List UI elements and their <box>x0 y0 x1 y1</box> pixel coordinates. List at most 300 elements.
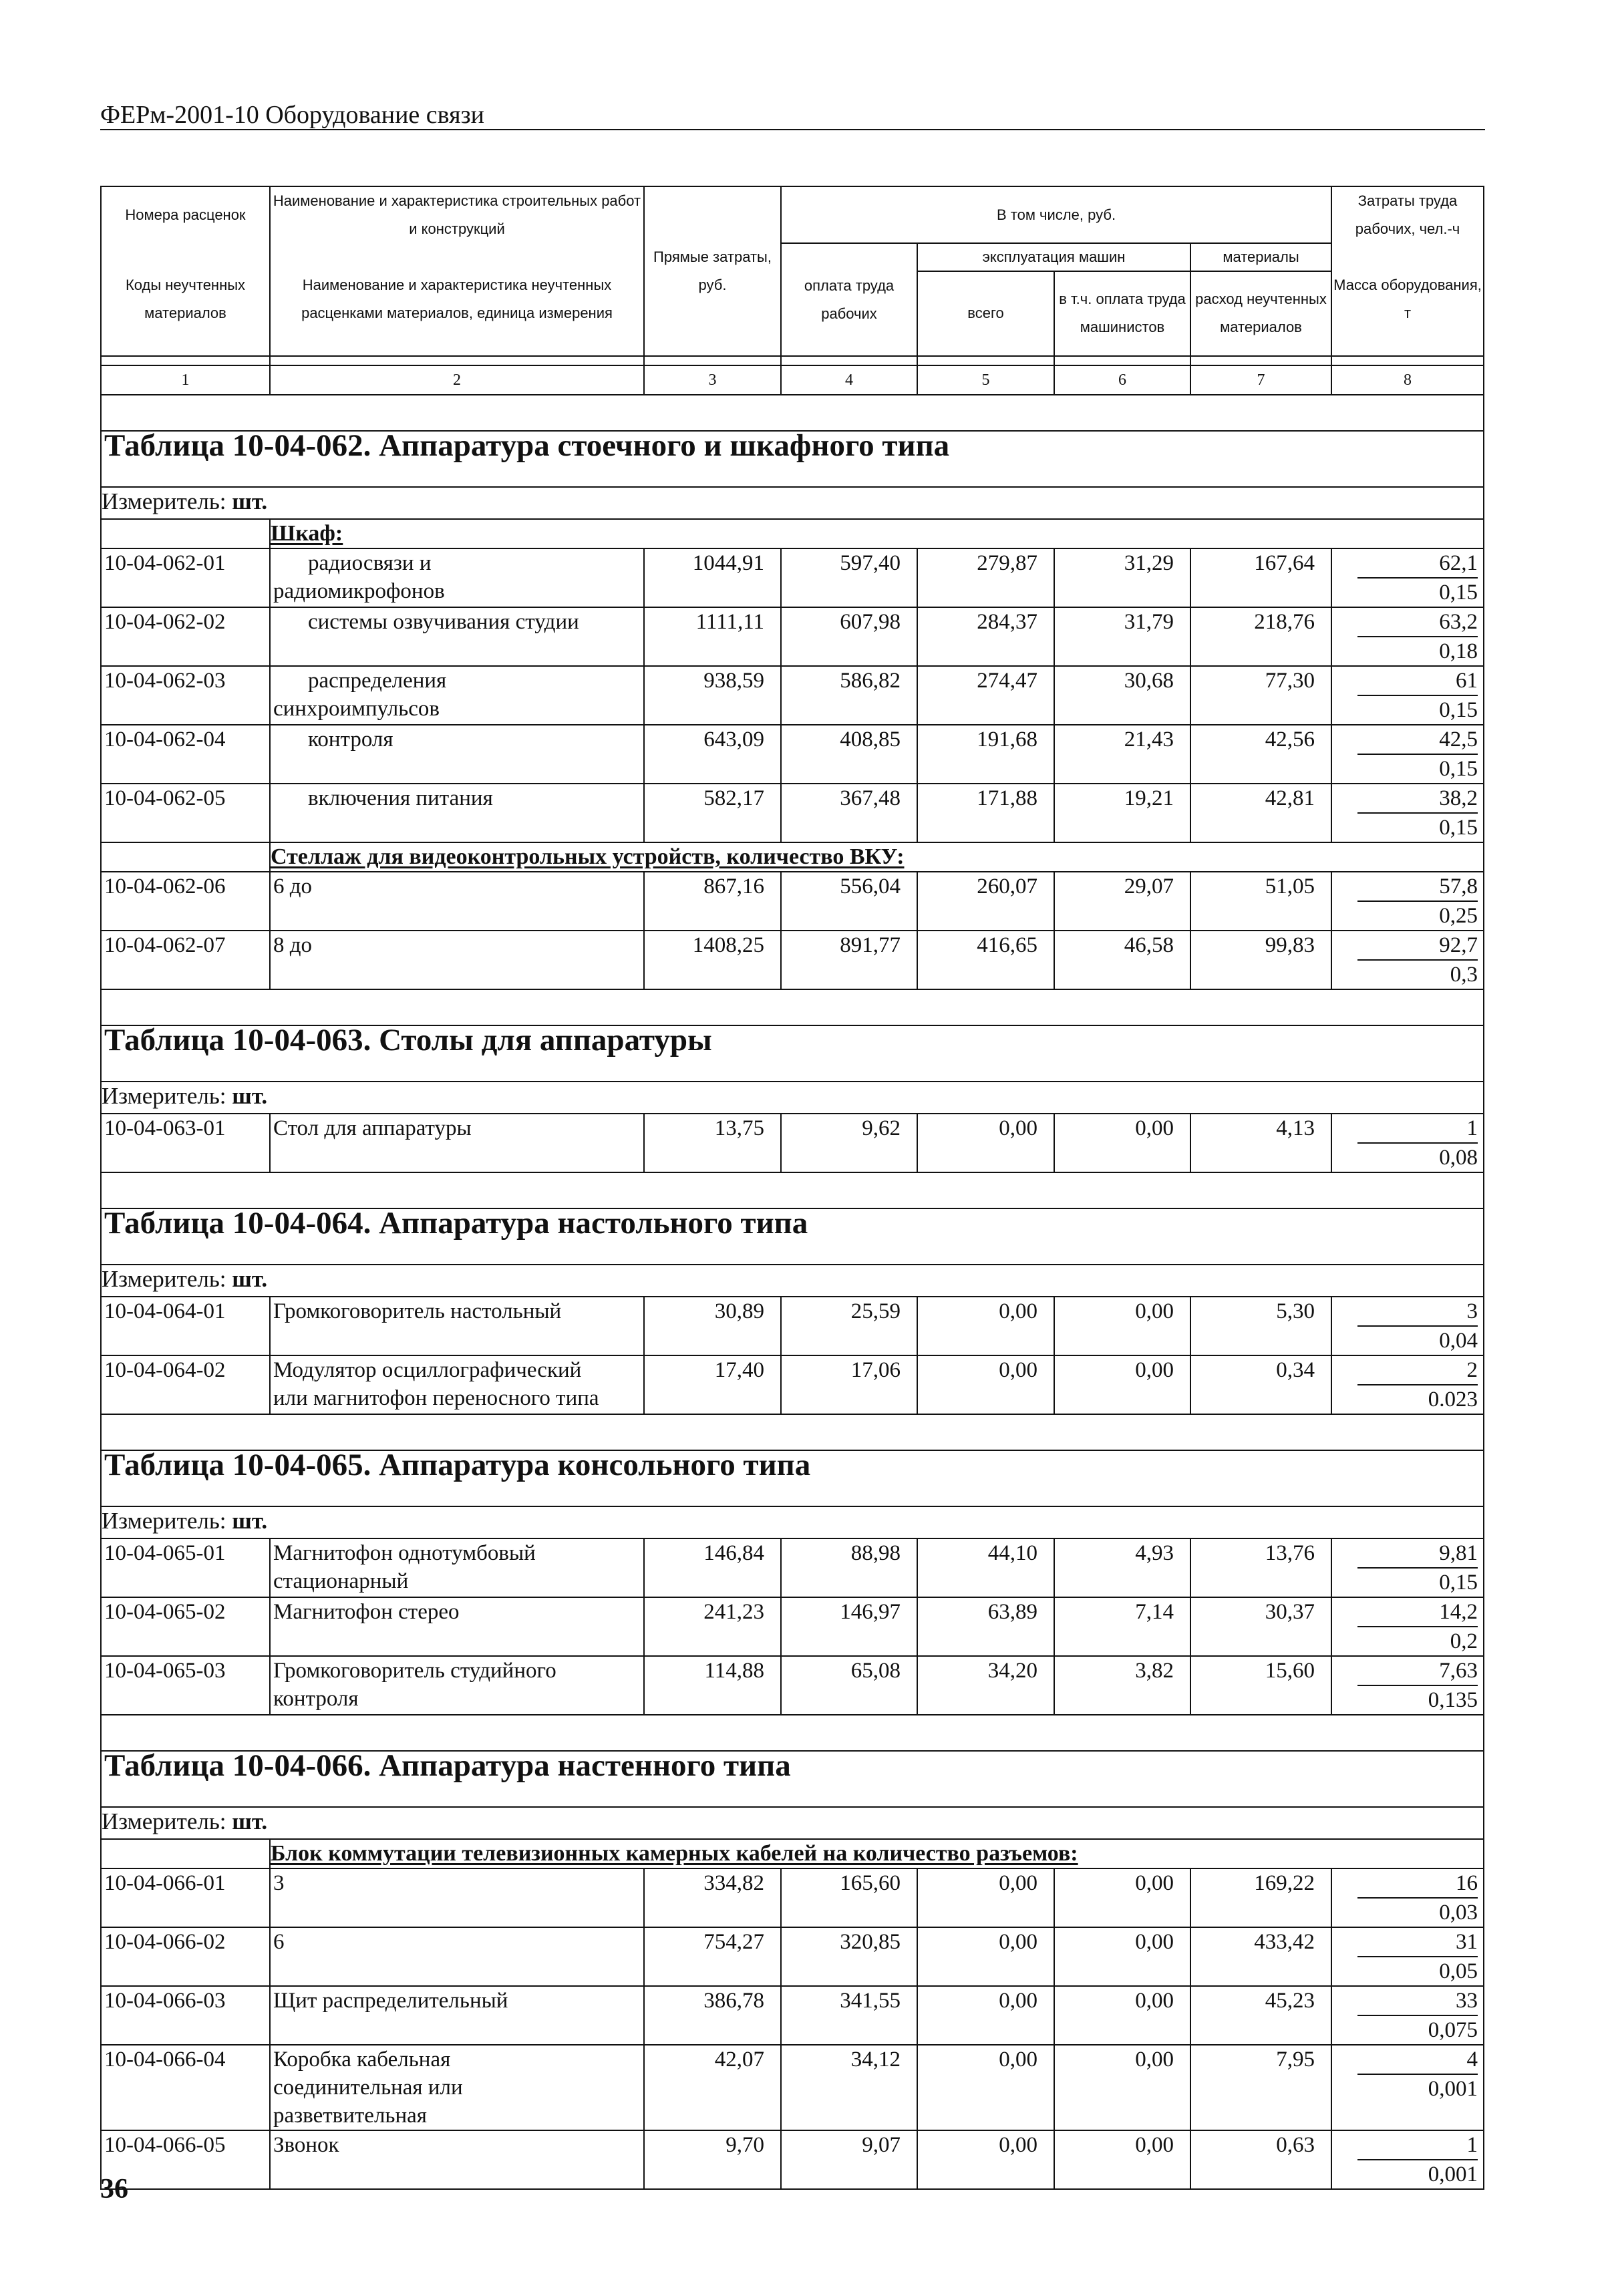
work-name <box>270 2130 644 2189</box>
labor-value: 2 <box>1357 1356 1478 1385</box>
col2-bottom-header: Наименование и характеристика неучтенных расценками материалов, единица измерения <box>270 243 644 356</box>
value-c5: 0,00 <box>917 2045 1054 2130</box>
labor-mass-cell <box>1331 1114 1484 1172</box>
value-c5: 171,88 <box>917 784 1054 842</box>
value-c7: 45,23 <box>1190 1986 1331 2045</box>
table-row <box>101 1986 1484 2045</box>
spacer-cell <box>101 395 1484 431</box>
incl-header: В том числе, руб. <box>781 186 1331 243</box>
col-number: 4 <box>781 365 917 395</box>
mass-value: 0,15 <box>1439 581 1478 605</box>
labor-mass-cell <box>1331 1927 1484 1986</box>
rate-code: 10-04-066-03 <box>101 1986 270 2045</box>
value-c5: 0,00 <box>917 1355 1054 1414</box>
mass-value: 0,001 <box>1428 2162 1478 2186</box>
value-c4: 597,40 <box>781 548 917 607</box>
value-c5: 34,20 <box>917 1656 1054 1715</box>
materials-header: материалы <box>1190 243 1331 271</box>
work-name-line: Коробка кабельная <box>273 2047 451 2072</box>
work-name <box>270 2045 644 2130</box>
empty-cell <box>101 1839 270 1868</box>
unit-cell <box>101 1082 1484 1114</box>
value-c7: 42,81 <box>1190 784 1331 842</box>
group-subtitle-row <box>101 519 1484 548</box>
work-name-line: контроля <box>308 727 393 752</box>
value-c7: 0,63 <box>1190 2130 1331 2189</box>
value-c6: 19,21 <box>1054 784 1190 842</box>
rate-code: 10-04-062-01 <box>101 548 270 607</box>
labor-mass-cell <box>1331 1868 1484 1927</box>
empty-cell <box>101 842 270 872</box>
mass-value: 0,15 <box>1439 698 1478 722</box>
rate-code: 10-04-062-02 <box>101 607 270 666</box>
rate-code: 10-04-062-03 <box>101 666 270 725</box>
labor-value: 9,81 <box>1357 1539 1478 1569</box>
work-name <box>270 548 644 607</box>
labor-value: 63,2 <box>1357 608 1478 637</box>
value-c3: 146,84 <box>644 1538 781 1597</box>
unit-row <box>101 1265 1484 1297</box>
value-c6: 0,00 <box>1054 1355 1190 1414</box>
col5-header: всего <box>917 271 1054 357</box>
work-name-line: Стол для аппаратуры <box>273 1116 472 1140</box>
work-name <box>270 1297 644 1355</box>
value-c7: 99,83 <box>1190 931 1331 989</box>
work-name <box>270 1986 644 2045</box>
unit-label: Измеритель: <box>102 488 226 514</box>
mass-value: 0,08 <box>1439 1146 1478 1170</box>
table-row <box>101 1868 1484 1927</box>
work-name-line: 3 <box>273 1871 285 1895</box>
header-gap-row <box>101 356 1484 365</box>
labor-value: 31 <box>1357 1928 1478 1957</box>
value-c5: 0,00 <box>917 1297 1054 1355</box>
table-spacer-row <box>101 1414 1484 1450</box>
value-c4: 607,98 <box>781 607 917 666</box>
col-number: 7 <box>1190 365 1331 395</box>
table-row <box>101 784 1484 842</box>
value-c6: 31,29 <box>1054 548 1190 607</box>
value-c5: 0,00 <box>917 1986 1054 2045</box>
unit-value: шт. <box>232 488 268 514</box>
rate-code: 10-04-065-01 <box>101 1538 270 1597</box>
labor-value: 1 <box>1357 1114 1478 1144</box>
unit-cell <box>101 487 1484 519</box>
unit-label: Измеритель: <box>102 1508 226 1534</box>
value-c7: 167,64 <box>1190 548 1331 607</box>
table-row <box>101 872 1484 931</box>
labor-value: 92,7 <box>1357 931 1478 961</box>
col-number: 8 <box>1331 365 1484 395</box>
value-c5: 284,37 <box>917 607 1054 666</box>
rate-code: 10-04-062-07 <box>101 931 270 989</box>
labor-value: 61 <box>1357 667 1478 696</box>
mass-value: 0,18 <box>1439 639 1478 663</box>
col8-top-header: Затраты труда рабочих, чел.-ч <box>1331 186 1484 243</box>
value-c6: 0,00 <box>1054 1297 1190 1355</box>
table-spacer-row <box>101 395 1484 431</box>
unit-cell <box>101 1807 1484 1839</box>
value-c7: 169,22 <box>1190 1868 1331 1927</box>
unit-row <box>101 1082 1484 1114</box>
mass-value: 0,15 <box>1439 757 1478 781</box>
table-title: Таблица 10-04-066. Аппаратура настенного типа <box>101 1751 1484 1807</box>
table-spacer-row <box>101 1715 1484 1751</box>
value-c4: 17,06 <box>781 1355 917 1414</box>
rate-code: 10-04-065-02 <box>101 1597 270 1656</box>
work-name <box>270 1355 644 1414</box>
value-c6: 29,07 <box>1054 872 1190 931</box>
header-row-2 <box>101 243 1484 271</box>
unit-cell <box>101 1265 1484 1297</box>
value-c3: 1408,25 <box>644 931 781 989</box>
work-name <box>270 1538 644 1597</box>
value-c4: 341,55 <box>781 1986 917 2045</box>
table-title-row <box>101 1450 1484 1506</box>
work-name-line: 8 до <box>273 933 313 957</box>
table-row <box>101 2130 1484 2189</box>
value-c4: 586,82 <box>781 666 917 725</box>
value-c3: 643,09 <box>644 725 781 784</box>
table-title-row <box>101 431 1484 487</box>
labor-mass-cell <box>1331 1597 1484 1656</box>
value-c3: 13,75 <box>644 1114 781 1172</box>
work-name-line: 6 до <box>273 874 313 898</box>
work-name <box>270 725 644 784</box>
table-row <box>101 1597 1484 1656</box>
rate-code: 10-04-064-02 <box>101 1355 270 1414</box>
labor-mass-cell <box>1331 666 1484 725</box>
work-name-line: разветвительная <box>273 2104 427 2128</box>
value-c6: 4,93 <box>1054 1538 1190 1597</box>
work-name <box>270 1597 644 1656</box>
value-c5: 44,10 <box>917 1538 1054 1597</box>
rate-code: 10-04-062-05 <box>101 784 270 842</box>
value-c3: 9,70 <box>644 2130 781 2189</box>
rates-table <box>100 186 1484 2190</box>
value-c7: 13,76 <box>1190 1538 1331 1597</box>
table-spacer-row <box>101 989 1484 1025</box>
work-name-line: распределения <box>308 669 447 693</box>
empty-cell <box>101 519 270 548</box>
col-number: 6 <box>1054 365 1190 395</box>
value-c7: 51,05 <box>1190 872 1331 931</box>
value-c6: 3,82 <box>1054 1656 1190 1715</box>
value-c3: 754,27 <box>644 1927 781 1986</box>
table-title: Таблица 10-04-062. Аппаратура стоечного и шкафного типа <box>101 431 1484 487</box>
value-c4: 367,48 <box>781 784 917 842</box>
mass-value: 0,3 <box>1450 963 1478 987</box>
labor-value: 4 <box>1357 2045 1478 2075</box>
value-c6: 0,00 <box>1054 1868 1190 1927</box>
value-c7: 15,60 <box>1190 1656 1331 1715</box>
value-c6: 0,00 <box>1054 2130 1190 2189</box>
value-c6: 0,00 <box>1054 2045 1190 2130</box>
unit-value: шт. <box>232 1508 268 1534</box>
value-c6: 31,79 <box>1054 607 1190 666</box>
value-c4: 34,12 <box>781 2045 917 2130</box>
value-c3: 1111,11 <box>644 607 781 666</box>
value-c5: 0,00 <box>917 2130 1054 2189</box>
mass-value: 0,04 <box>1439 1329 1478 1353</box>
labor-mass-cell <box>1331 784 1484 842</box>
labor-value: 62,1 <box>1357 549 1478 579</box>
unit-row <box>101 487 1484 519</box>
value-c4: 65,08 <box>781 1656 917 1715</box>
mass-value: 0,03 <box>1439 1901 1478 1925</box>
machines-header: эксплуатация машин <box>917 243 1190 271</box>
work-name-line: радиосвязи и <box>308 551 432 575</box>
col1-bottom-header: Коды неучтенных материалов <box>101 243 270 356</box>
group-subtitle: Стеллаж для видеоконтрольных устройств, количество ВКУ: <box>270 842 1484 872</box>
group-subtitle: Шкаф: <box>270 519 1484 548</box>
col4-header: оплата труда рабочих <box>781 243 917 356</box>
value-c3: 938,59 <box>644 666 781 725</box>
work-name-line: Модулятор осциллографический <box>273 1358 582 1382</box>
labor-mass-cell <box>1331 2045 1484 2130</box>
work-name <box>270 784 644 842</box>
unit-value: шт. <box>232 1808 268 1834</box>
col-number: 2 <box>270 365 644 395</box>
labor-mass-cell <box>1331 1538 1484 1597</box>
mass-value: 0,135 <box>1428 1688 1478 1712</box>
table-row <box>101 666 1484 725</box>
spacer-cell <box>101 1172 1484 1208</box>
rate-code: 10-04-062-06 <box>101 872 270 931</box>
mass-value: 0,001 <box>1428 2077 1478 2101</box>
mass-value: 0,15 <box>1439 1571 1478 1595</box>
table-title-row <box>101 1025 1484 1082</box>
value-c4: 320,85 <box>781 1927 917 1986</box>
work-name-line: или магнитофон переносного типа <box>273 1386 599 1410</box>
col3-header: Прямые затраты, руб. <box>644 186 781 356</box>
labor-mass-cell <box>1331 1656 1484 1715</box>
value-c7: 433,42 <box>1190 1927 1331 1986</box>
page-number: 36 <box>100 2174 128 2204</box>
value-c7: 30,37 <box>1190 1597 1331 1656</box>
value-c7: 42,56 <box>1190 725 1331 784</box>
table-row <box>101 2045 1484 2130</box>
col2-top-header: Наименование и характеристика строительных работ и конструкций <box>270 186 644 243</box>
value-c3: 241,23 <box>644 1597 781 1656</box>
value-c5: 0,00 <box>917 1868 1054 1927</box>
labor-mass-cell <box>1331 1355 1484 1414</box>
work-name <box>270 1868 644 1927</box>
value-c7: 7,95 <box>1190 2045 1331 2130</box>
value-c5: 0,00 <box>917 1927 1054 1986</box>
mass-value: 0,05 <box>1439 1959 1478 1983</box>
mass-value: 0,2 <box>1450 1629 1478 1653</box>
work-name <box>270 872 644 931</box>
table-row <box>101 1656 1484 1715</box>
work-name-line: 6 <box>273 1930 285 1954</box>
col1-top-header: Номера расценок <box>101 186 270 243</box>
header-rule <box>100 129 1485 130</box>
work-name-line: Громкоговоритель настольный <box>273 1299 562 1323</box>
unit-label: Измеритель: <box>102 1083 226 1109</box>
labor-mass-cell <box>1331 548 1484 607</box>
value-c4: 146,97 <box>781 1597 917 1656</box>
rate-code: 10-04-066-02 <box>101 1927 270 1986</box>
value-c4: 9,62 <box>781 1114 917 1172</box>
value-c5: 0,00 <box>917 1114 1054 1172</box>
work-name-line: радиомикрофонов <box>273 579 445 603</box>
value-c5: 260,07 <box>917 872 1054 931</box>
value-c3: 17,40 <box>644 1355 781 1414</box>
value-c7: 218,76 <box>1190 607 1331 666</box>
labor-value: 14,2 <box>1357 1598 1478 1627</box>
table-row <box>101 548 1484 607</box>
group-subtitle: Блок коммутации телевизионных камерных кабелей на количество разъемов: <box>270 1839 1484 1868</box>
value-c7: 77,30 <box>1190 666 1331 725</box>
work-name-line: системы озвучивания студии <box>308 610 579 634</box>
value-c6: 30,68 <box>1054 666 1190 725</box>
labor-mass-cell <box>1331 1297 1484 1355</box>
col6-header: в т.ч. оплата труда машинистов <box>1054 271 1190 357</box>
labor-value: 1 <box>1357 2131 1478 2160</box>
table-row <box>101 931 1484 989</box>
column-numbers-row <box>101 365 1484 395</box>
work-name <box>270 1114 644 1172</box>
rate-code: 10-04-066-04 <box>101 2045 270 2130</box>
work-name <box>270 931 644 989</box>
value-c6: 46,58 <box>1054 931 1190 989</box>
value-c3: 386,78 <box>644 1986 781 2045</box>
table-row <box>101 1114 1484 1172</box>
unit-label: Измеритель: <box>102 1808 226 1834</box>
spacer-cell <box>101 1715 1484 1751</box>
value-c6: 0,00 <box>1054 1114 1190 1172</box>
page-header-title: ФЕРм-2001-10 Оборудование связи <box>100 101 484 129</box>
labor-mass-cell <box>1331 872 1484 931</box>
value-c3: 582,17 <box>644 784 781 842</box>
value-c7: 5,30 <box>1190 1297 1331 1355</box>
labor-value: 57,8 <box>1357 872 1478 902</box>
value-c7: 0,34 <box>1190 1355 1331 1414</box>
table-row <box>101 1927 1484 1986</box>
work-name-line: контроля <box>273 1687 359 1711</box>
spacer-cell <box>101 1414 1484 1450</box>
col7-header: расход неучтенных материалов <box>1190 271 1331 357</box>
value-c6: 0,00 <box>1054 1986 1190 2045</box>
value-c3: 42,07 <box>644 2045 781 2130</box>
value-c4: 25,59 <box>781 1297 917 1355</box>
work-name-line: Магнитофон стерео <box>273 1600 460 1624</box>
table-title: Таблица 10-04-063. Столы для аппаратуры <box>101 1025 1484 1082</box>
work-name-line: Щит распределительный <box>273 1989 508 2013</box>
value-c3: 334,82 <box>644 1868 781 1927</box>
group-subtitle-row <box>101 842 1484 872</box>
value-c3: 867,16 <box>644 872 781 931</box>
labor-mass-cell <box>1331 725 1484 784</box>
work-name-line: Магнитофон однотумбовый <box>273 1541 536 1565</box>
value-c5: 274,47 <box>917 666 1054 725</box>
work-name-line: Звонок <box>273 2133 339 2157</box>
labor-value: 16 <box>1357 1869 1478 1899</box>
work-name <box>270 666 644 725</box>
labor-mass-cell <box>1331 607 1484 666</box>
unit-label: Измеритель: <box>102 1266 226 1292</box>
rate-code: 10-04-066-05 <box>101 2130 270 2189</box>
labor-value: 42,5 <box>1357 725 1478 755</box>
unit-row <box>101 1807 1484 1839</box>
value-c6: 21,43 <box>1054 725 1190 784</box>
table-row <box>101 1297 1484 1355</box>
work-name <box>270 1927 644 1986</box>
value-c4: 165,60 <box>781 1868 917 1927</box>
value-c5: 63,89 <box>917 1597 1054 1656</box>
group-subtitle-row <box>101 1839 1484 1868</box>
unit-value: шт. <box>232 1266 268 1292</box>
work-name-line: Громкоговоритель студийного <box>273 1659 556 1683</box>
col8-bottom-header: Масса оборудования, т <box>1331 243 1484 356</box>
table-title-row <box>101 1208 1484 1265</box>
value-c7: 4,13 <box>1190 1114 1331 1172</box>
value-c6: 7,14 <box>1054 1597 1190 1656</box>
table-title: Таблица 10-04-064. Аппаратура настольного типа <box>101 1208 1484 1265</box>
header-row-1 <box>101 186 1484 243</box>
work-name-line: стационарный <box>273 1569 409 1593</box>
labor-value: 7,63 <box>1357 1657 1478 1686</box>
table-row <box>101 1538 1484 1597</box>
value-c6: 0,00 <box>1054 1927 1190 1986</box>
labor-mass-cell <box>1331 2130 1484 2189</box>
work-name-line: включения питания <box>308 786 493 810</box>
labor-value: 3 <box>1357 1297 1478 1327</box>
labor-mass-cell <box>1331 931 1484 989</box>
value-c4: 556,04 <box>781 872 917 931</box>
value-c5: 191,68 <box>917 725 1054 784</box>
col-number: 3 <box>644 365 781 395</box>
rate-code: 10-04-064-01 <box>101 1297 270 1355</box>
table-row <box>101 607 1484 666</box>
table-spacer-row <box>101 1172 1484 1208</box>
unit-value: шт. <box>232 1083 268 1109</box>
mass-value: 0,075 <box>1428 2018 1478 2042</box>
mass-value: 0,25 <box>1439 904 1478 928</box>
work-name <box>270 1656 644 1715</box>
value-c5: 416,65 <box>917 931 1054 989</box>
work-name-line: синхроимпульсов <box>273 697 440 721</box>
value-c5: 279,87 <box>917 548 1054 607</box>
labor-value: 33 <box>1357 1987 1478 2016</box>
mass-value: 0,15 <box>1439 816 1478 840</box>
labor-mass-cell <box>1331 1986 1484 2045</box>
value-c3: 30,89 <box>644 1297 781 1355</box>
unit-cell <box>101 1506 1484 1538</box>
table-title-row <box>101 1751 1484 1807</box>
value-c3: 1044,91 <box>644 548 781 607</box>
table-title: Таблица 10-04-065. Аппаратура консольного типа <box>101 1450 1484 1506</box>
table-row <box>101 725 1484 784</box>
work-name <box>270 607 644 666</box>
table-row <box>101 1355 1484 1414</box>
value-c4: 9,07 <box>781 2130 917 2189</box>
rate-code: 10-04-065-03 <box>101 1656 270 1715</box>
work-name-line: соединительная или <box>273 2076 463 2100</box>
col-number: 1 <box>101 365 270 395</box>
spacer-cell <box>101 989 1484 1025</box>
value-c3: 114,88 <box>644 1656 781 1715</box>
value-c4: 408,85 <box>781 725 917 784</box>
labor-value: 38,2 <box>1357 784 1478 814</box>
value-c4: 88,98 <box>781 1538 917 1597</box>
rate-code: 10-04-066-01 <box>101 1868 270 1927</box>
unit-row <box>101 1506 1484 1538</box>
col-number: 5 <box>917 365 1054 395</box>
rate-code: 10-04-063-01 <box>101 1114 270 1172</box>
rate-code: 10-04-062-04 <box>101 725 270 784</box>
